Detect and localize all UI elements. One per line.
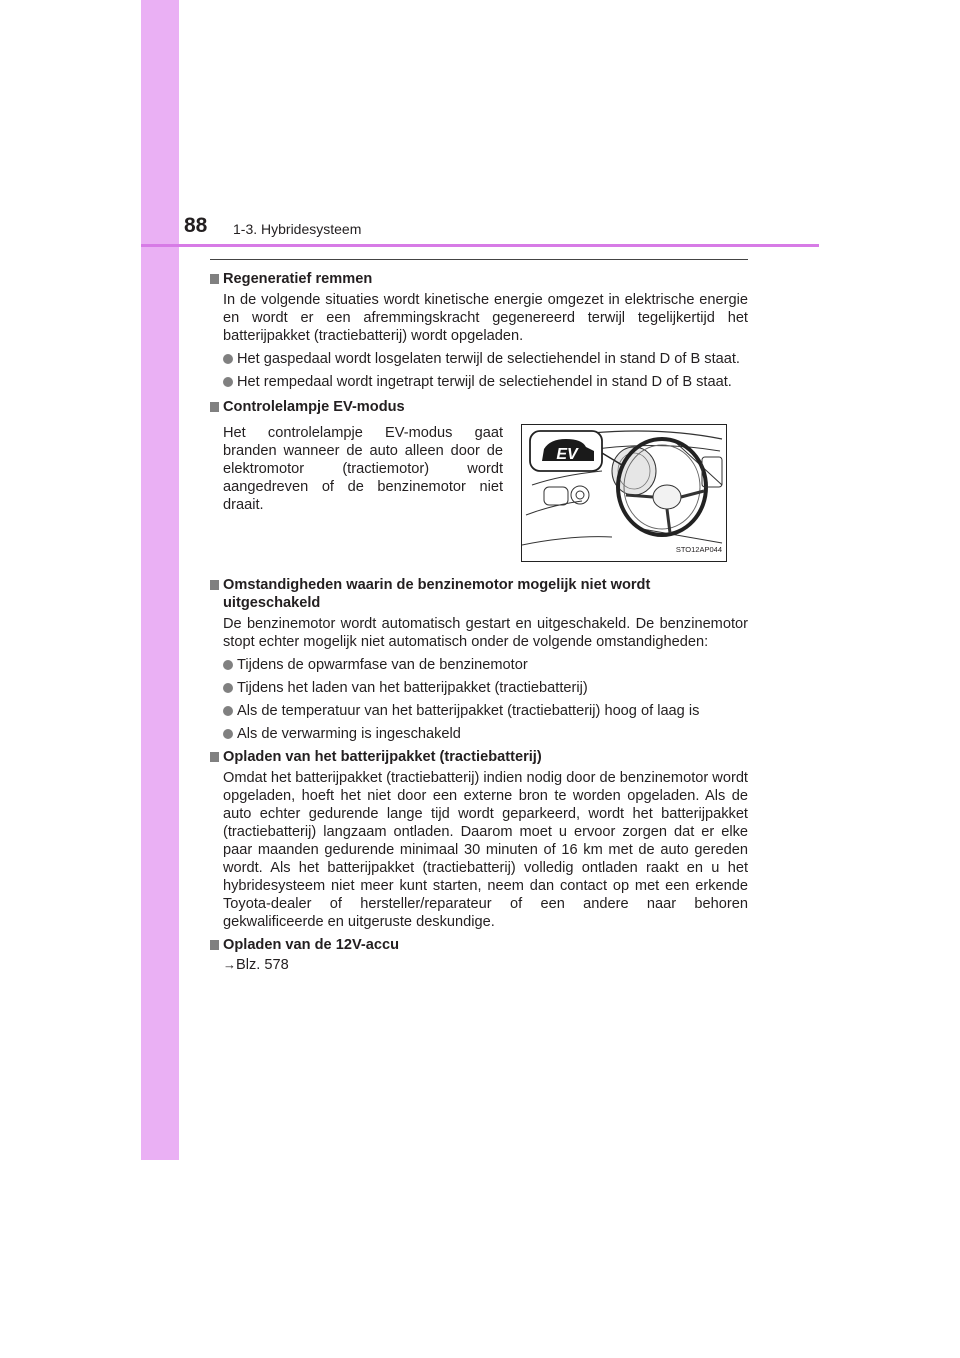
square-bullet-icon [210,580,219,590]
list-item: Als de verwarming is ingeschakeld [223,725,748,743]
page-number: 88 [184,214,208,237]
dashboard-illustration [521,424,727,562]
square-bullet-icon [210,752,219,762]
section-title: 1-3. Hybridesysteem [233,221,362,237]
figure-code: STO12AP044 [675,545,722,554]
square-bullet-icon [210,274,219,284]
paragraph-charging: Omdat het batterijpakket (tractiebatterij) indien nodig door de benzinemotor wordt opgeladen, hoeft het niet door een externe bron te worden opgeladen. Als de auto echter gedurende lange tijd wordt geparkeerd, wordt het batterijpakket (tractiebatterij) langzaam ontladen. Daarom moet u ervoor zorgen dat er elke paar maanden gedurende minimaal 30 minuten of 16 km met de auto gereden wordt. Als het batterijpakket (tractiebatterij) volledig ontladen raakt en u het hybridesysteem niet meer kunt starten, neem dan contact op met een erkende Toyota-dealer of hersteller/reparateur of een andere naar behoren gekwalificeerde en uitgeruste deskundige. [223,770,748,930]
paragraph-engine: De benzinemotor wordt automatisch gestart en uitgeschakeld. De benzinemotor stopt echter mogelijk niet automatisch onder de volgende omstandigheden: [223,616,748,650]
heading-ev-modus: Controlelampje EV-modus [210,398,748,416]
square-bullet-icon [210,940,219,950]
list-item: Het rempedaal wordt ingetrapt terwijl de selectiehendel in stand D of B staat. [223,373,748,391]
heading-opladen-12v-accu: Opladen van de 12V-accu [210,936,748,954]
list-item: Tijdens het laden van het batterijpakket (tractiebatterij) [223,679,748,697]
circle-bullet-icon [223,354,233,364]
chapter-sidebar [141,0,179,1160]
heading-opladen-batterijpakket: Opladen van het batterijpakket (tractiebatterij) [210,748,748,766]
square-bullet-icon [210,402,219,412]
heading-regeneratief-remmen: Regeneratief remmen [210,270,748,288]
ev-block [210,418,748,572]
header-rule [141,244,819,247]
arrow-right-icon: → [223,957,236,972]
paragraph-ev: Het controlelampje EV-modus gaat branden wanneer de auto alleen door de elektromotor (tractiemotor) wordt aangedreven of de benzinemotor niet draait. [223,425,503,513]
content-top-rule [210,259,748,260]
list-item: Als de temperatuur van het batterijpakket (tractiebatterij) hoog of laag is [223,702,748,720]
paragraph-regen: In de volgende situaties wordt kinetische energie omgezet in elektrische energie en wordt er een afremmingskracht gegenereerd terwijl tegelijkertijd het batterijpakket (tractiebatterij) wordt opgeladen. [223,292,748,344]
circle-bullet-icon [223,729,233,739]
ev-indicator-label: EV [556,446,578,463]
list-item: Het gaspedaal wordt losgelaten terwijl de selectiehendel in stand D of B staat. [223,350,748,368]
heading-benzinemotor: Omstandigheden waarin de benzinemotor mogelijk niet wordt uitgeschakeld [210,576,748,612]
list-item: Tijdens de opwarmfase van de benzinemotor [223,656,748,674]
page-reference-label: Blz. 578 [236,957,289,973]
circle-bullet-icon [223,683,233,693]
circle-bullet-icon [223,377,233,387]
circle-bullet-icon [223,706,233,716]
circle-bullet-icon [223,660,233,670]
page-reference[interactable] [223,956,748,974]
page-content [210,266,748,974]
